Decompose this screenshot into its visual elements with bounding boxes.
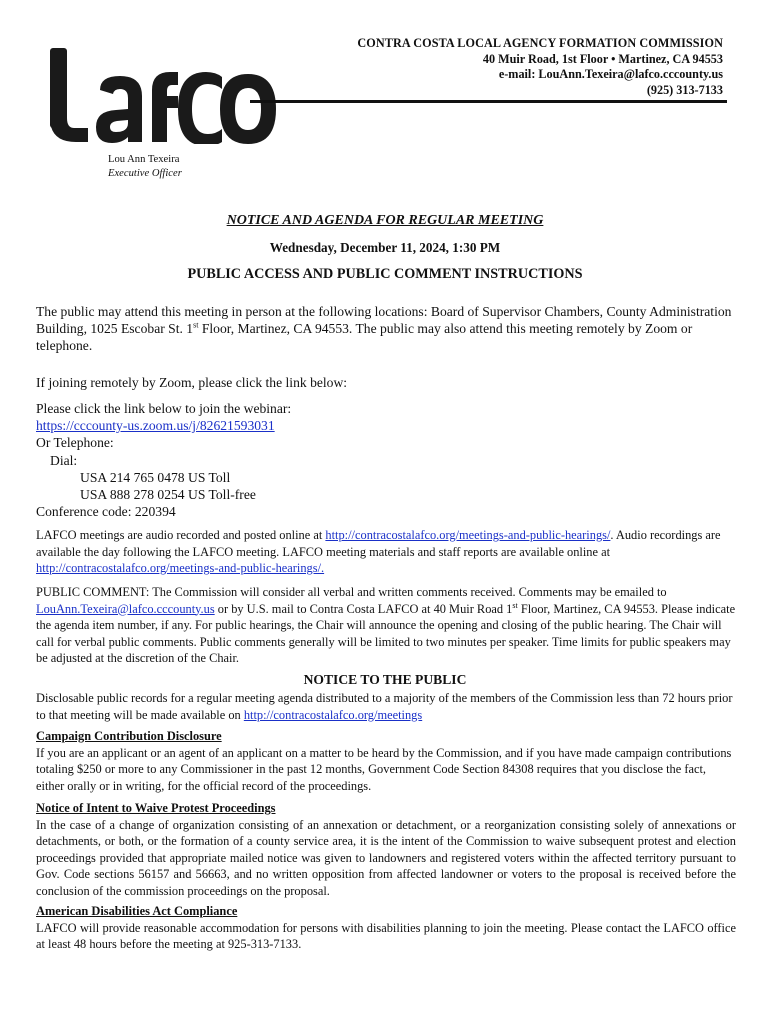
agency-phone: (925) 313-7133 (646, 82, 723, 97)
email-link[interactable]: LouAnn.Texeira@lafco.cccounty.us (36, 601, 215, 616)
campaign-section (36, 728, 736, 794)
officer-title: Executive Officer (108, 168, 182, 179)
instructions-title: PUBLIC ACCESS AND PUBLIC COMMENT INSTRUCTIONS (187, 266, 583, 282)
recordings-paragraph: LAFCO meetings are audio recorded and posted online at http://contracostalafco.org/meetings-and-public-hearings/. Audio recordings are available the day following the LAFCO meeting. LAFCO meeting materials and staff reports are available online at http://contracostalafco.org/meetings-and-public-hearings/. (36, 528, 721, 576)
lafco-logo (44, 44, 324, 144)
toll-number: USA 214 765 0478 US Toll (80, 469, 231, 485)
attendance-paragraph: The public may attend this meeting in person at the following locations: Board of Supervisor Chambers, County Administration Building, 1025 Escobar St. 1st Floor, Martinez, CA 94553. The public may also attend this meeting remotely by Zoom or telephone. (36, 304, 732, 354)
meeting-date: Wednesday, December 11, 2024, 1:30 PM (269, 240, 501, 255)
conference-code: Conference code: 220394 (36, 504, 176, 520)
dial-label: Dial: (50, 452, 78, 468)
zoom-link[interactable]: https://cccounty-us.zoom.us/j/82621593031 (36, 418, 275, 434)
or-telephone: Or Telephone: (36, 435, 114, 451)
ada-text: LAFCO will provide reasonable accommodation for persons with disabilities planning to join the meeting. Please contact the LAFCO office at least 48 hours before the meeting at 925-313-7133. (36, 920, 736, 952)
ada-section (36, 903, 736, 953)
public-comment-paragraph: PUBLIC COMMENT: The Commission will consider all verbal and written comments received. Comments may be emailed to LouAnn.Texeira@lafco.cccounty.us or by U.S. mail to Contra Costa LAFCO at 40 Muir Road 1st Floor, Martinez, CA 94553. Please indicate the agenda item number, if any. For public hearings, the Chair will announce the opening and closing of the public hearing. The Chair will call for verbal public comments. Public comments generally will be limited to two minutes per speaker. Time limits for public speakers may be adjusted at the discretion of the Chair. (36, 585, 736, 666)
public-records-link[interactable]: http://contracostalafco.org/meetings (243, 707, 423, 722)
meetings-link-2[interactable]: http://contracostalafco.org/meetings-and-public-hearings/. (36, 561, 325, 576)
agency-address: 40 Muir Road, 1st Floor • Martinez, CA 94553 (482, 51, 723, 66)
agency-name: CONTRA COSTA LOCAL AGENCY FORMATION COMMISSION (357, 36, 723, 50)
waive-section (36, 800, 736, 900)
notice-public-text: Disclosable public records for a regular meeting agenda distributed to a majority of the members of the Commission less than 72 hours prior to that meeting will be made available on http://contracostalafco.org/meetings (36, 691, 733, 722)
notice-title: NOTICE AND AGENDA FOR REGULAR MEETING (226, 213, 544, 228)
agency-contact-block (357, 36, 723, 98)
webinar-intro: Please click the link below to join the webinar: (36, 401, 292, 416)
ada-heading: American Disabilities Act Compliance (36, 904, 238, 918)
zoom-intro: If joining remotely by Zoom, please click the link below: (36, 375, 348, 390)
executive-officer (108, 153, 182, 181)
waive-heading: Notice of Intent to Waive Protest Proceedings (36, 801, 276, 815)
agency-email: e-mail: LouAnn.Texeira@lafco.cccounty.us (498, 67, 723, 82)
meetings-link[interactable]: http://contracostalafco.org/meetings-and-public-hearings/ (325, 528, 611, 542)
header-rule (250, 100, 727, 103)
toll-free-number: USA 888 278 0254 US Toll-free (80, 487, 256, 503)
campaign-text: If you are an applicant or an agent of an applicant on a matter to be heard by the Commission, and if you have made campaign contributions totaling $250 or more to any Commissioner in the past 12 months, Government Code Section 84308 requires that you disclose the fact, either orally or in writing, for the official record of the proceedings. (36, 745, 732, 793)
zoom-block (36, 400, 736, 520)
notice-public-heading: NOTICE TO THE PUBLIC (303, 672, 467, 687)
campaign-heading: Campaign Contribution Disclosure (36, 729, 222, 743)
waive-text: In the case of a change of organization consisting of an annexation or detachment, or a reorganization consisting solely of annexations or detachments, or both, or the formation of a county service area, it is the intent of the Commission to waive subsequent protest and election proceedings provided that appropriate mailed notice was given to landowners and registered voters within the affected territory pursuant to Gov. Code sections 56157 and 56663, and no written opposition from affected landowner or voters to the proposal is received before the conclusion of the commission proceedings on the proposal. (36, 817, 736, 898)
officer-name: Lou Ann Texeira (108, 154, 180, 165)
